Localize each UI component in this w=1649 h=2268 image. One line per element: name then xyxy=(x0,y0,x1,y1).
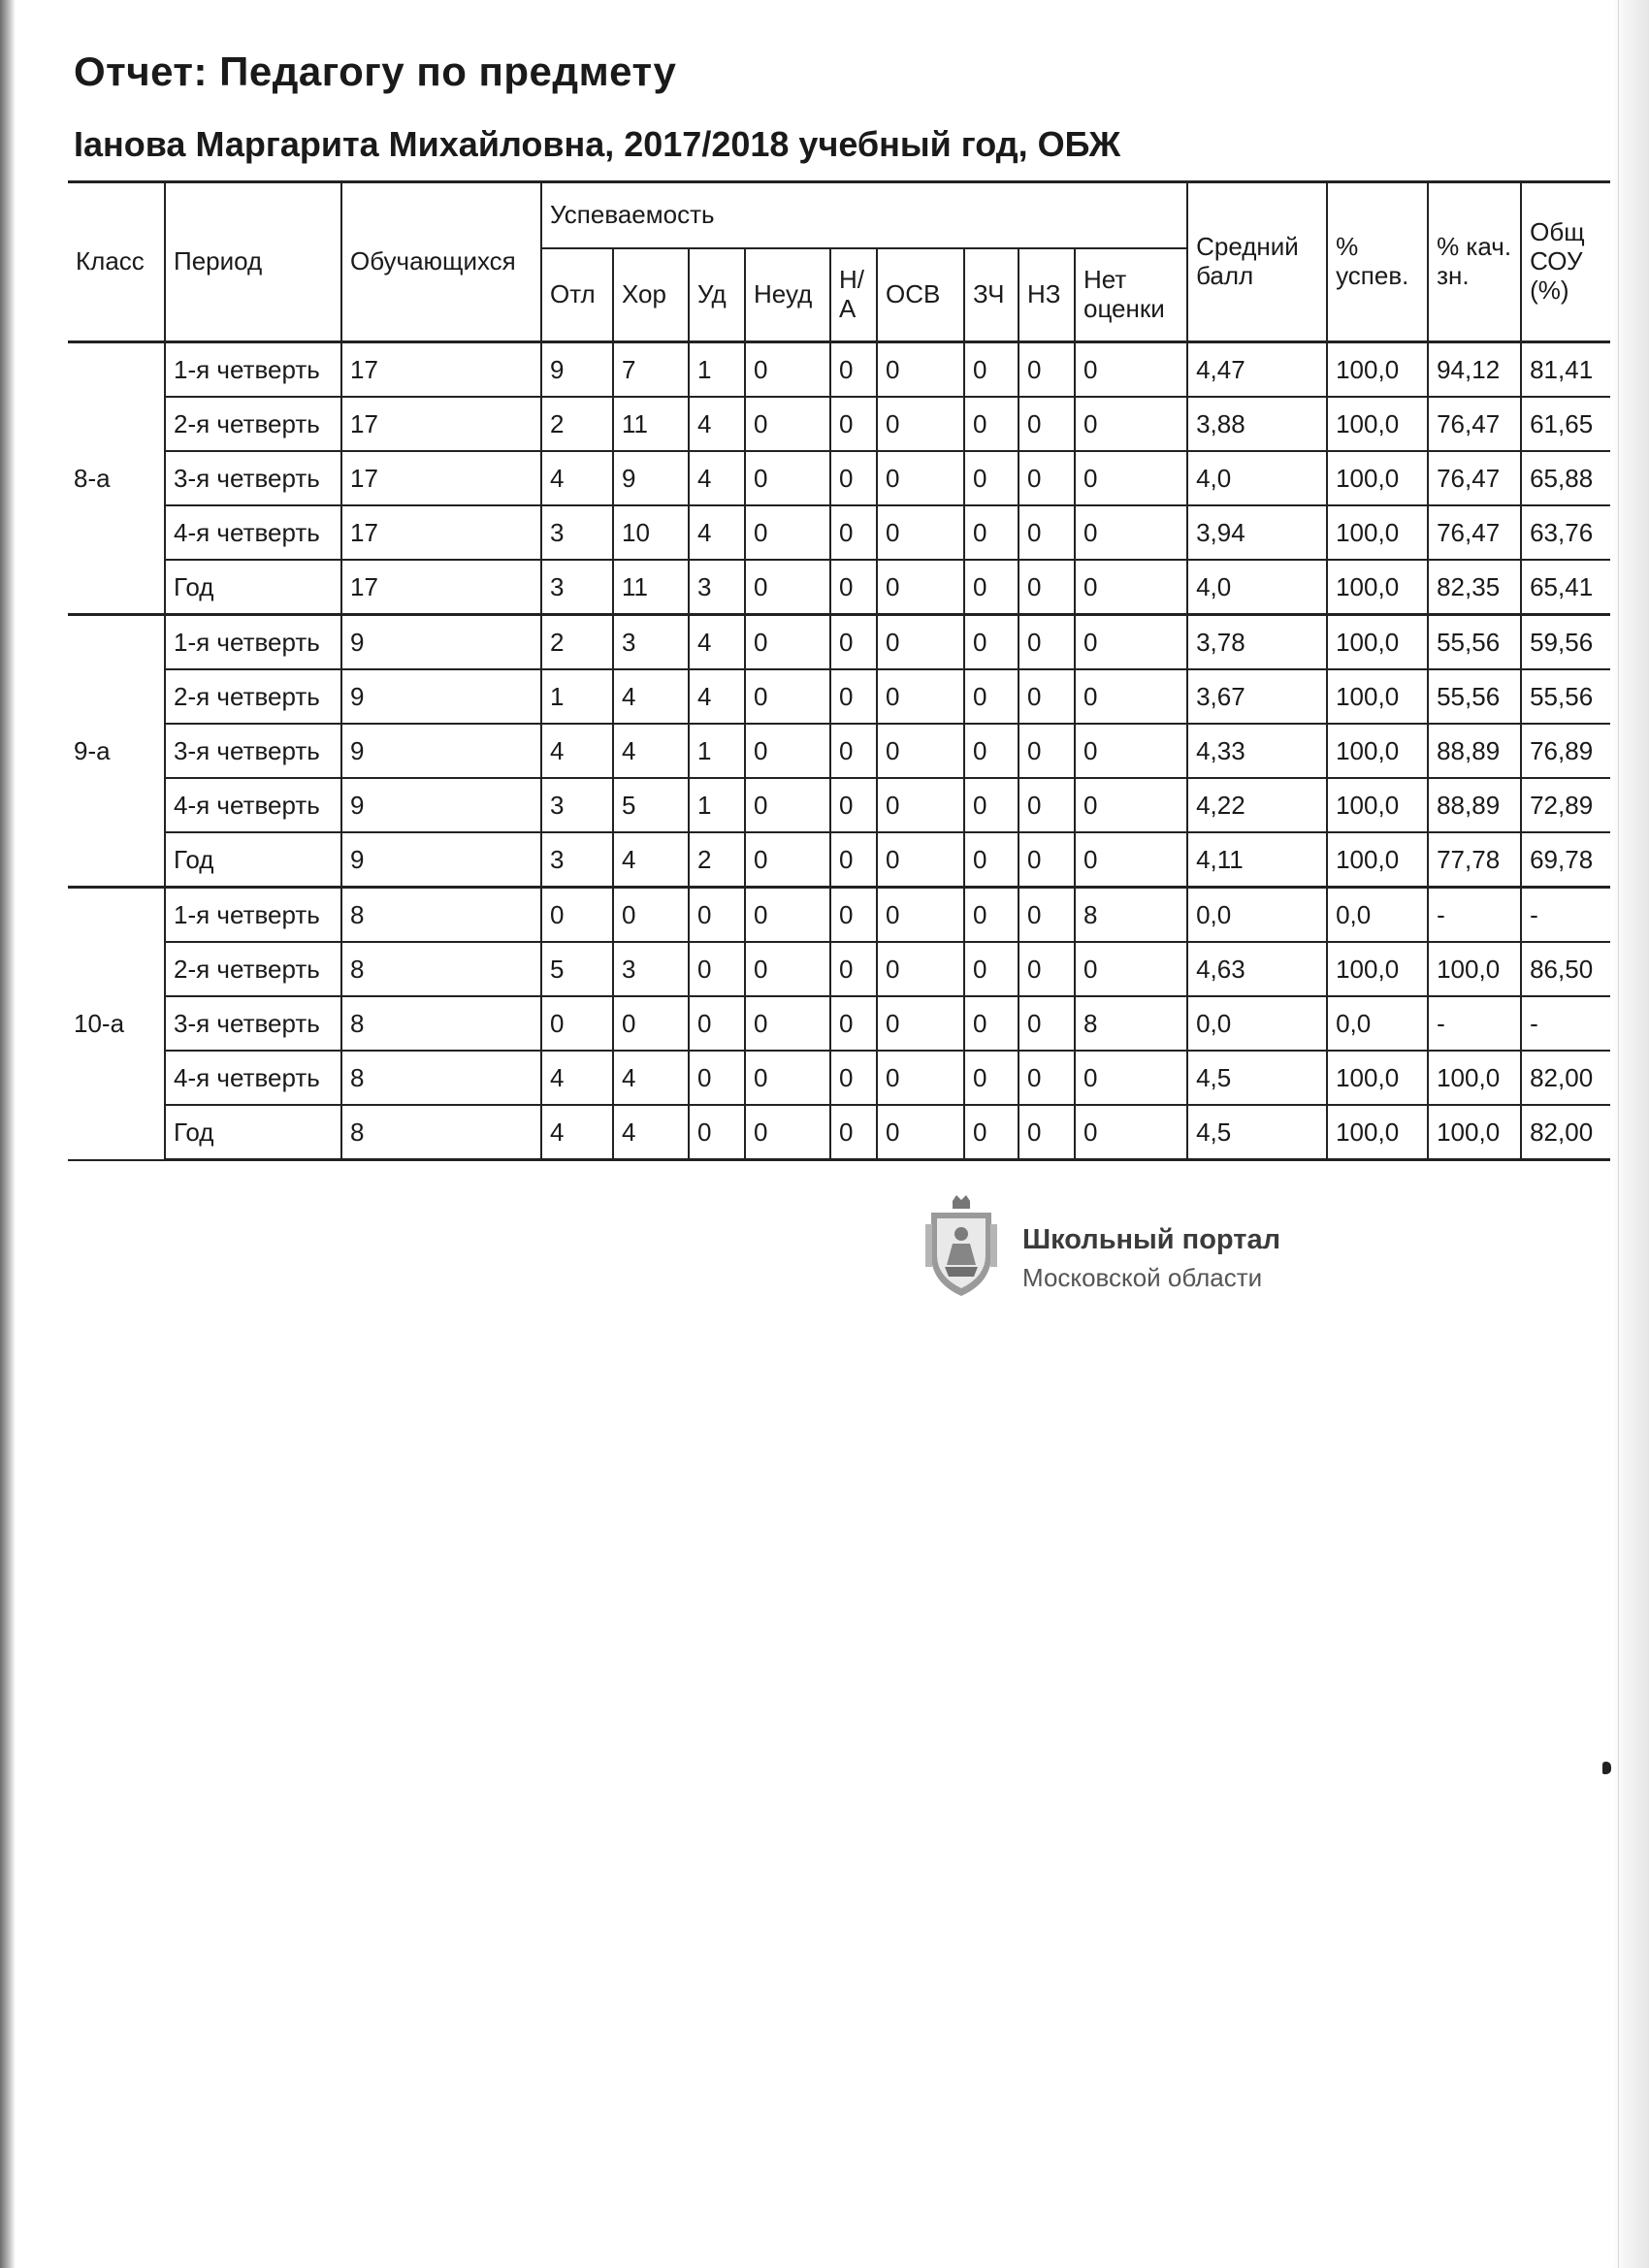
cell-satisfactory: 0 xyxy=(689,1051,745,1105)
cell-class-name: 9-а xyxy=(68,615,165,888)
cell-credit: 0 xyxy=(964,505,1018,560)
header-average: Средний балл xyxy=(1187,182,1327,342)
cell-period: 1-я четверть xyxy=(165,615,341,670)
cell-good: 4 xyxy=(613,1105,689,1160)
table-row xyxy=(68,1105,1610,1160)
cell-students: 9 xyxy=(341,669,541,724)
header-not-certified: Н/А xyxy=(830,248,877,342)
cell-not-certified: 0 xyxy=(830,615,877,670)
cell-excellent: 5 xyxy=(541,942,613,996)
table-row xyxy=(68,888,1610,943)
cell-average: 3,88 xyxy=(1187,397,1327,451)
cell-satisfactory: 2 xyxy=(689,832,745,888)
cell-not-certified: 0 xyxy=(830,669,877,724)
header-students: Обучающихся xyxy=(341,182,541,342)
cell-satisfactory: 0 xyxy=(689,1105,745,1160)
cell-satisfactory: 1 xyxy=(689,342,745,398)
cell-no-grade: 0 xyxy=(1075,342,1187,398)
cell-excellent: 1 xyxy=(541,669,613,724)
cell-excellent: 3 xyxy=(541,560,613,615)
cell-period: 4-я четверть xyxy=(165,505,341,560)
cell-no-credit: 0 xyxy=(1018,778,1075,832)
cell-average: 3,78 xyxy=(1187,615,1327,670)
cell-satisfactory: 4 xyxy=(689,615,745,670)
cell-pct-quality: 100,0 xyxy=(1428,1051,1521,1105)
cell-no-grade: 8 xyxy=(1075,996,1187,1051)
cell-exempt: 0 xyxy=(877,615,964,670)
cell-good: 5 xyxy=(613,778,689,832)
cell-no-credit: 0 xyxy=(1018,1051,1075,1105)
cell-satisfactory: 1 xyxy=(689,778,745,832)
cell-excellent: 4 xyxy=(541,724,613,778)
cell-unsatisfactory: 0 xyxy=(745,669,830,724)
cell-pct-success: 0,0 xyxy=(1327,996,1428,1051)
cell-pct-success: 100,0 xyxy=(1327,505,1428,560)
cell-period: 3-я четверть xyxy=(165,996,341,1051)
table-row xyxy=(68,560,1610,615)
cell-pct-quality: 94,12 xyxy=(1428,342,1521,398)
cell-credit: 0 xyxy=(964,669,1018,724)
cell-excellent: 2 xyxy=(541,397,613,451)
cell-pct-quality: 76,47 xyxy=(1428,397,1521,451)
cell-period: 3-я четверть xyxy=(165,451,341,505)
cell-average: 4,0 xyxy=(1187,560,1327,615)
cell-not-certified: 0 xyxy=(830,1105,877,1160)
cell-unsatisfactory: 0 xyxy=(745,942,830,996)
cell-credit: 0 xyxy=(964,942,1018,996)
cell-credit: 0 xyxy=(964,724,1018,778)
header-exempt: ОСВ xyxy=(877,248,964,342)
cell-excellent: 0 xyxy=(541,888,613,943)
header-pct-quality: % кач. зн. xyxy=(1428,182,1521,342)
cell-no-grade: 0 xyxy=(1075,560,1187,615)
cell-no-credit: 0 xyxy=(1018,942,1075,996)
cell-pct-success: 100,0 xyxy=(1327,615,1428,670)
cell-not-certified: 0 xyxy=(830,505,877,560)
cell-pct-quality: 77,78 xyxy=(1428,832,1521,888)
scan-right-edge-line xyxy=(1618,0,1619,2268)
cell-sou: 61,65 xyxy=(1521,397,1610,451)
cell-exempt: 0 xyxy=(877,1105,964,1160)
report-title: Отчет: Педагогу по предмету xyxy=(74,49,677,94)
cell-class-name: 10-а xyxy=(68,888,165,1160)
logo-portal-name: Школьный портал xyxy=(1022,1224,1280,1255)
cell-no-grade: 0 xyxy=(1075,451,1187,505)
table-row xyxy=(68,832,1610,888)
cell-unsatisfactory: 0 xyxy=(745,451,830,505)
cell-unsatisfactory: 0 xyxy=(745,397,830,451)
cell-average: 0,0 xyxy=(1187,888,1327,943)
logo-region-name: Московской области xyxy=(1022,1263,1263,1292)
cell-sou: 82,00 xyxy=(1521,1105,1610,1160)
cell-pct-success: 100,0 xyxy=(1327,724,1428,778)
cell-exempt: 0 xyxy=(877,1051,964,1105)
cell-good: 3 xyxy=(613,615,689,670)
header-credit: ЗЧ xyxy=(964,248,1018,342)
cell-satisfactory: 4 xyxy=(689,397,745,451)
cell-exempt: 0 xyxy=(877,942,964,996)
cell-good: 0 xyxy=(613,996,689,1051)
cell-good: 4 xyxy=(613,724,689,778)
cell-period: 2-я четверть xyxy=(165,942,341,996)
cell-pct-success: 100,0 xyxy=(1327,778,1428,832)
cell-pct-success: 100,0 xyxy=(1327,451,1428,505)
cell-students: 17 xyxy=(341,505,541,560)
cell-average: 4,63 xyxy=(1187,942,1327,996)
header-sou: Общ СОУ (%) xyxy=(1521,182,1610,342)
cell-pct-quality: 76,47 xyxy=(1428,451,1521,505)
cell-good: 3 xyxy=(613,942,689,996)
cell-not-certified: 0 xyxy=(830,724,877,778)
cell-not-certified: 0 xyxy=(830,778,877,832)
cell-satisfactory: 1 xyxy=(689,724,745,778)
cell-excellent: 4 xyxy=(541,1105,613,1160)
cell-pct-quality: 82,35 xyxy=(1428,560,1521,615)
cell-period: 3-я четверть xyxy=(165,724,341,778)
cell-good: 4 xyxy=(613,1051,689,1105)
cell-credit: 0 xyxy=(964,996,1018,1051)
cell-satisfactory: 0 xyxy=(689,888,745,943)
cell-exempt: 0 xyxy=(877,451,964,505)
cell-not-certified: 0 xyxy=(830,996,877,1051)
cell-period: Год xyxy=(165,1105,341,1160)
cell-not-certified: 0 xyxy=(830,451,877,505)
cell-average: 4,47 xyxy=(1187,342,1327,398)
cell-exempt: 0 xyxy=(877,996,964,1051)
cell-no-grade: 8 xyxy=(1075,888,1187,943)
school-portal-logo xyxy=(923,1195,1350,1302)
cell-pct-quality: 76,47 xyxy=(1428,505,1521,560)
cell-sou: 86,50 xyxy=(1521,942,1610,996)
cell-students: 17 xyxy=(341,560,541,615)
cell-average: 4,11 xyxy=(1187,832,1327,888)
table-row xyxy=(68,451,1610,505)
header-unsatisfactory: Неуд xyxy=(745,248,830,342)
cell-no-credit: 0 xyxy=(1018,451,1075,505)
cell-pct-quality: - xyxy=(1428,996,1521,1051)
cell-pct-success: 100,0 xyxy=(1327,397,1428,451)
cell-no-grade: 0 xyxy=(1075,669,1187,724)
cell-period: 2-я четверть xyxy=(165,397,341,451)
cell-students: 8 xyxy=(341,1105,541,1160)
cell-no-grade: 0 xyxy=(1075,505,1187,560)
cell-period: Год xyxy=(165,560,341,615)
cell-credit: 0 xyxy=(964,342,1018,398)
cell-not-certified: 0 xyxy=(830,1051,877,1105)
cell-no-credit: 0 xyxy=(1018,560,1075,615)
header-good: Хор xyxy=(613,248,689,342)
cell-excellent: 3 xyxy=(541,778,613,832)
cell-sou: 59,56 xyxy=(1521,615,1610,670)
cell-students: 9 xyxy=(341,778,541,832)
cell-sou: 63,76 xyxy=(1521,505,1610,560)
cell-unsatisfactory: 0 xyxy=(745,505,830,560)
cell-satisfactory: 0 xyxy=(689,942,745,996)
cell-excellent: 9 xyxy=(541,342,613,398)
cell-good: 11 xyxy=(613,560,689,615)
cell-credit: 0 xyxy=(964,832,1018,888)
cell-credit: 0 xyxy=(964,451,1018,505)
cell-pct-quality: 55,56 xyxy=(1428,669,1521,724)
cell-exempt: 0 xyxy=(877,778,964,832)
cell-students: 17 xyxy=(341,451,541,505)
cell-no-grade: 0 xyxy=(1075,1105,1187,1160)
moscow-oblast-coat-of-arms-icon xyxy=(923,1195,999,1298)
header-no-grade: Нет оценки xyxy=(1075,248,1187,342)
cell-unsatisfactory: 0 xyxy=(745,615,830,670)
table-row xyxy=(68,342,1610,398)
cell-satisfactory: 3 xyxy=(689,560,745,615)
cell-period: 1-я четверть xyxy=(165,342,341,398)
header-period: Период xyxy=(165,182,341,342)
cell-period: Год xyxy=(165,832,341,888)
cell-not-certified: 0 xyxy=(830,888,877,943)
cell-pct-quality: 100,0 xyxy=(1428,1105,1521,1160)
table-row xyxy=(68,669,1610,724)
cell-unsatisfactory: 0 xyxy=(745,560,830,615)
cell-satisfactory: 4 xyxy=(689,505,745,560)
table-row xyxy=(68,996,1610,1051)
cell-no-credit: 0 xyxy=(1018,888,1075,943)
cell-good: 4 xyxy=(613,832,689,888)
cell-excellent: 0 xyxy=(541,996,613,1051)
cell-credit: 0 xyxy=(964,778,1018,832)
cell-pct-quality: 100,0 xyxy=(1428,942,1521,996)
cell-average: 3,94 xyxy=(1187,505,1327,560)
cell-not-certified: 0 xyxy=(830,942,877,996)
cell-good: 4 xyxy=(613,669,689,724)
cell-period: 2-я четверть xyxy=(165,669,341,724)
cell-students: 8 xyxy=(341,1051,541,1105)
cell-students: 17 xyxy=(341,342,541,398)
cell-exempt: 0 xyxy=(877,560,964,615)
cell-excellent: 3 xyxy=(541,832,613,888)
cell-no-credit: 0 xyxy=(1018,342,1075,398)
cell-unsatisfactory: 0 xyxy=(745,888,830,943)
cell-pct-success: 100,0 xyxy=(1327,942,1428,996)
scan-left-edge-shadow xyxy=(0,0,16,2268)
cell-excellent: 4 xyxy=(541,1051,613,1105)
cell-average: 4,0 xyxy=(1187,451,1327,505)
cell-not-certified: 0 xyxy=(830,560,877,615)
cell-sou: - xyxy=(1521,888,1610,943)
table-row xyxy=(68,942,1610,996)
cell-pct-success: 100,0 xyxy=(1327,669,1428,724)
performance-table xyxy=(68,180,1610,1161)
table-row xyxy=(68,397,1610,451)
cell-no-credit: 0 xyxy=(1018,724,1075,778)
cell-no-credit: 0 xyxy=(1018,397,1075,451)
cell-average: 4,5 xyxy=(1187,1105,1327,1160)
cell-unsatisfactory: 0 xyxy=(745,342,830,398)
cell-students: 8 xyxy=(341,996,541,1051)
cell-pct-quality: 55,56 xyxy=(1428,615,1521,670)
cell-no-credit: 0 xyxy=(1018,832,1075,888)
cell-pct-quality: 88,89 xyxy=(1428,724,1521,778)
cell-students: 17 xyxy=(341,397,541,451)
cell-good: 10 xyxy=(613,505,689,560)
table-body xyxy=(68,342,1610,1160)
cell-no-credit: 0 xyxy=(1018,615,1075,670)
cell-no-grade: 0 xyxy=(1075,615,1187,670)
cell-excellent: 4 xyxy=(541,451,613,505)
cell-unsatisfactory: 0 xyxy=(745,996,830,1051)
cell-pct-success: 100,0 xyxy=(1327,342,1428,398)
cell-pct-success: 100,0 xyxy=(1327,1105,1428,1160)
cell-class-name: 8-а xyxy=(68,342,165,615)
cell-credit: 0 xyxy=(964,560,1018,615)
cell-credit: 0 xyxy=(964,888,1018,943)
cell-sou: - xyxy=(1521,996,1610,1051)
cell-students: 8 xyxy=(341,888,541,943)
table-row xyxy=(68,1051,1610,1105)
cell-good: 7 xyxy=(613,342,689,398)
cell-excellent: 3 xyxy=(541,505,613,560)
cell-credit: 0 xyxy=(964,1051,1018,1105)
cell-students: 9 xyxy=(341,615,541,670)
cell-no-credit: 0 xyxy=(1018,996,1075,1051)
cell-good: 9 xyxy=(613,451,689,505)
report-subtitle: Іанова Маргарита Михайловна, 2017/2018 учебный год, ОБЖ xyxy=(74,124,1121,164)
cell-no-credit: 0 xyxy=(1018,669,1075,724)
cell-pct-success: 100,0 xyxy=(1327,1051,1428,1105)
cell-average: 4,5 xyxy=(1187,1051,1327,1105)
cell-unsatisfactory: 0 xyxy=(745,1105,830,1160)
cell-no-grade: 0 xyxy=(1075,942,1187,996)
cell-exempt: 0 xyxy=(877,832,964,888)
header-excellent: Отл xyxy=(541,248,613,342)
cell-sou: 65,88 xyxy=(1521,451,1610,505)
cell-no-grade: 0 xyxy=(1075,832,1187,888)
cell-exempt: 0 xyxy=(877,342,964,398)
cell-no-grade: 0 xyxy=(1075,1051,1187,1105)
header-satisfactory: Уд xyxy=(689,248,745,342)
header-pct-success: % успев. xyxy=(1327,182,1428,342)
cell-students: 9 xyxy=(341,724,541,778)
cell-pct-success: 0,0 xyxy=(1327,888,1428,943)
cell-pct-quality: 88,89 xyxy=(1428,778,1521,832)
cell-no-credit: 0 xyxy=(1018,1105,1075,1160)
cell-students: 9 xyxy=(341,832,541,888)
cell-satisfactory: 0 xyxy=(689,996,745,1051)
cell-average: 4,33 xyxy=(1187,724,1327,778)
header-class: Класс xyxy=(68,182,165,342)
cell-pct-success: 100,0 xyxy=(1327,832,1428,888)
cell-exempt: 0 xyxy=(877,669,964,724)
cell-pct-success: 100,0 xyxy=(1327,560,1428,615)
cell-sou: 82,00 xyxy=(1521,1051,1610,1105)
cell-students: 8 xyxy=(341,942,541,996)
cell-period: 4-я четверть xyxy=(165,1051,341,1105)
cell-not-certified: 0 xyxy=(830,397,877,451)
cell-pct-quality: - xyxy=(1428,888,1521,943)
cell-no-credit: 0 xyxy=(1018,505,1075,560)
table-row xyxy=(68,505,1610,560)
cell-unsatisfactory: 0 xyxy=(745,1051,830,1105)
table-row xyxy=(68,778,1610,832)
cell-not-certified: 0 xyxy=(830,832,877,888)
cell-credit: 0 xyxy=(964,1105,1018,1160)
cell-sou: 76,89 xyxy=(1521,724,1610,778)
table-row xyxy=(68,615,1610,670)
cell-unsatisfactory: 0 xyxy=(745,832,830,888)
cell-credit: 0 xyxy=(964,397,1018,451)
cell-sou: 55,56 xyxy=(1521,669,1610,724)
cell-unsatisfactory: 0 xyxy=(745,724,830,778)
cell-exempt: 0 xyxy=(877,724,964,778)
cell-excellent: 2 xyxy=(541,615,613,670)
cell-exempt: 0 xyxy=(877,888,964,943)
cell-sou: 81,41 xyxy=(1521,342,1610,398)
cell-period: 4-я четверть xyxy=(165,778,341,832)
cell-no-grade: 0 xyxy=(1075,724,1187,778)
header-performance: Успеваемость xyxy=(541,182,1187,249)
scan-speck xyxy=(1602,1762,1611,1774)
cell-sou: 69,78 xyxy=(1521,832,1610,888)
cell-sou: 72,89 xyxy=(1521,778,1610,832)
cell-exempt: 0 xyxy=(877,505,964,560)
cell-not-certified: 0 xyxy=(830,342,877,398)
cell-period: 1-я четверть xyxy=(165,888,341,943)
cell-unsatisfactory: 0 xyxy=(745,778,830,832)
cell-sou: 65,41 xyxy=(1521,560,1610,615)
table-row xyxy=(68,724,1610,778)
cell-average: 0,0 xyxy=(1187,996,1327,1051)
cell-average: 3,67 xyxy=(1187,669,1327,724)
cell-exempt: 0 xyxy=(877,397,964,451)
cell-good: 0 xyxy=(613,888,689,943)
cell-satisfactory: 4 xyxy=(689,451,745,505)
cell-no-grade: 0 xyxy=(1075,397,1187,451)
cell-average: 4,22 xyxy=(1187,778,1327,832)
cell-good: 11 xyxy=(613,397,689,451)
cell-credit: 0 xyxy=(964,615,1018,670)
table-header-row xyxy=(68,182,1610,249)
cell-satisfactory: 4 xyxy=(689,669,745,724)
cell-no-grade: 0 xyxy=(1075,778,1187,832)
header-no-credit: НЗ xyxy=(1018,248,1075,342)
